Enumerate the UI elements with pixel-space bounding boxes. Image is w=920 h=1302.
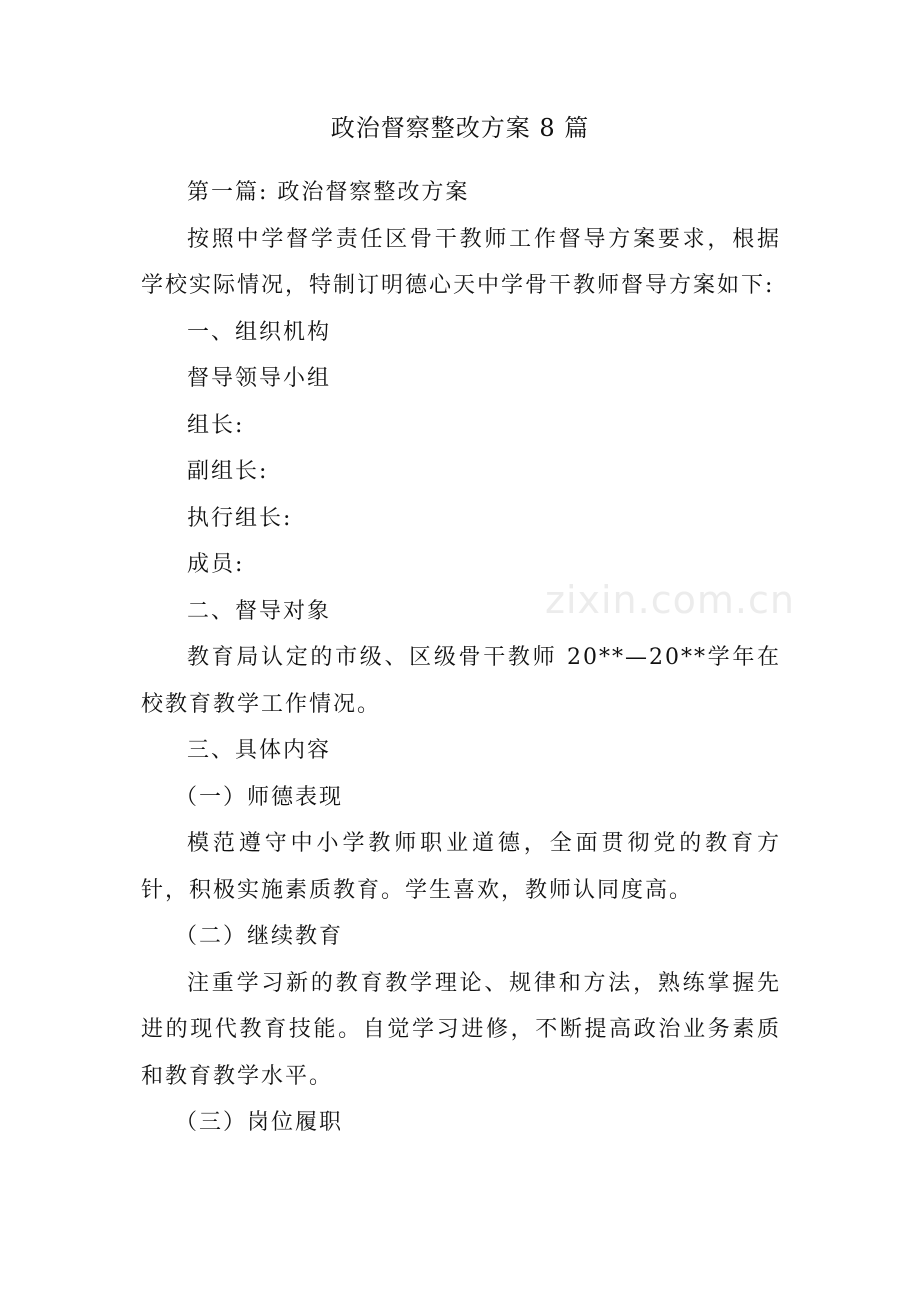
body-paragraph: 注重学习新的教育教学理论、规律和方法，熟练掌握先进的现代教育技能。自觉学习进修，不断提高政治业务素质和教育教学水平。 [141,970,781,1089]
document-title: 政治督察整改方案 8 篇 [330,114,590,142]
subsection-heading: （三）岗位履职 [175,1110,344,1135]
section-heading: 二、督导对象 [187,598,332,624]
section-heading: 一、组织机构 [187,319,332,345]
body-paragraph: 督导领导小组 [187,366,332,391]
body-paragraph: 按照中学督学责任区骨干教师工作督导方案要求，根据学校实际情况，特制订明德心天中学骨干教师督导方案如下: [141,226,781,298]
body-paragraph: 执行组长: [187,505,293,531]
body-paragraph: 组长: [187,412,245,438]
subsection-heading: （一）师德表现 [175,784,344,810]
body-paragraph: 教育局认定的市级、区级骨干教师 20**—20**学年在校教育教学工作情况。 [141,645,781,717]
body-paragraph: 成员: [187,552,245,577]
watermark: zixin.com.cn [545,578,795,622]
document-body [141,170,781,1147]
section-heading: 三、具体内容 [187,738,332,763]
body-paragraph: 副组长: [187,459,269,484]
body-paragraph: 模范遵守中小学教师职业道德，全面贯彻党的教育方针，积极实施素质教育。学生喜欢，教师认同度高。 [141,831,781,903]
section-heading: 第一篇: 政治督察整改方案 [187,180,470,205]
subsection-heading: （二）继续教育 [175,924,344,949]
